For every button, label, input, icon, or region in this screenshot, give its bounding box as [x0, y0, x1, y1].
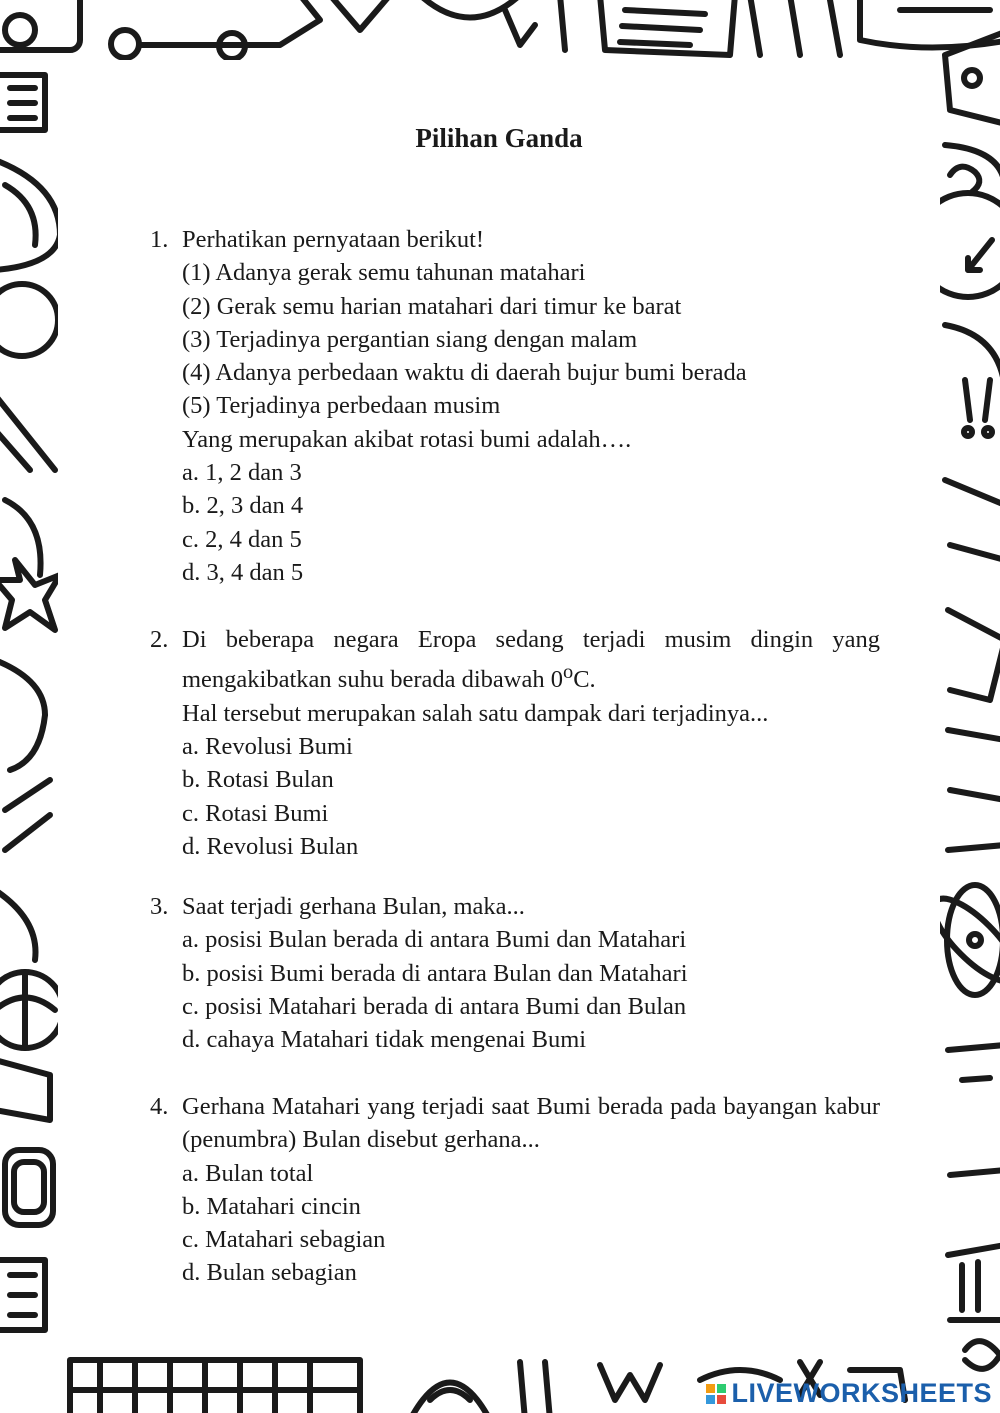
- option-c: c. Matahari sebagian: [182, 1226, 386, 1254]
- option-a: a. Bulan total: [182, 1159, 314, 1187]
- option-d: d. Bulan sebagian: [182, 1259, 357, 1287]
- worksheet-page: [58, 60, 940, 1350]
- degree-superscript: o: [562, 661, 574, 684]
- statement-5: (5) Terjadinya perbedaan musim: [182, 392, 501, 420]
- question-prompt: Hal tersebut merupakan salah satu dampak dari terjadinya...: [182, 699, 769, 727]
- option-a: a. posisi Bulan berada di antara Bumi dan Matahari: [182, 926, 687, 954]
- question-number: 1.: [150, 226, 169, 253]
- question-text: [182, 623, 880, 697]
- question-2: [150, 623, 880, 863]
- option-d: d. cahaya Matahari tidak mengenai Bumi: [182, 1026, 587, 1054]
- watermark-text: LIVEWORKSHEETS: [731, 1378, 992, 1408]
- option-c: c. 2, 4 dan 5: [182, 525, 302, 553]
- question-number: 2.: [150, 626, 169, 653]
- option-a: a. Revolusi Bumi: [182, 733, 353, 761]
- option-c: c. Rotasi Bumi: [182, 799, 329, 827]
- question-4: [150, 1090, 880, 1290]
- question-number: 4.: [150, 1093, 169, 1120]
- option-d: d. Revolusi Bulan: [182, 832, 359, 860]
- question-text-unit: C.: [573, 666, 596, 694]
- statement-4: (4) Adanya perbedaan waktu di daerah bujur bumi berada: [182, 359, 747, 387]
- liveworksheets-watermark: [705, 1378, 992, 1409]
- question-3: [150, 890, 880, 1056]
- option-a: a. 1, 2 dan 3: [182, 459, 302, 487]
- question-1: [150, 223, 880, 589]
- statement-3: (3) Terjadinya pergantian siang dengan malam: [182, 325, 638, 353]
- question-text: Perhatikan pernyataan berikut!: [182, 226, 485, 253]
- option-b: b. 2, 3 dan 4: [182, 492, 304, 520]
- option-b: b. Rotasi Bulan: [182, 766, 334, 794]
- option-d: d. 3, 4 dan 5: [182, 558, 304, 586]
- option-b: b. posisi Bumi berada di antara Bulan dan Matahari: [182, 959, 688, 987]
- statement-2: (2) Gerak semu harian matahari dari timur ke barat: [182, 292, 682, 320]
- page-title: Pilihan Ganda: [415, 123, 583, 153]
- question-text: Gerhana Matahari yang terjadi saat Bumi berada pada bayangan kabur (penumbra) Bulan disebut gerhana...: [182, 1093, 880, 1154]
- question-number: 3.: [150, 893, 169, 920]
- question-prompt: Yang merupakan akibat rotasi bumi adalah….: [182, 425, 632, 453]
- option-b: b. Matahari cincin: [182, 1192, 361, 1220]
- question-text-main: Di beberapa negara Eropa sedang terjadi musim dingin yang mengakibatkan suhu berada dibawah 0: [182, 626, 880, 694]
- liveworksheets-logo-icon: [705, 1383, 727, 1405]
- option-c: c. posisi Matahari berada di antara Bumi dan Bulan: [182, 992, 687, 1020]
- question-text: Saat terjadi gerhana Bulan, maka...: [182, 893, 525, 920]
- statement-1: (1) Adanya gerak semu tahunan matahari: [182, 259, 586, 287]
